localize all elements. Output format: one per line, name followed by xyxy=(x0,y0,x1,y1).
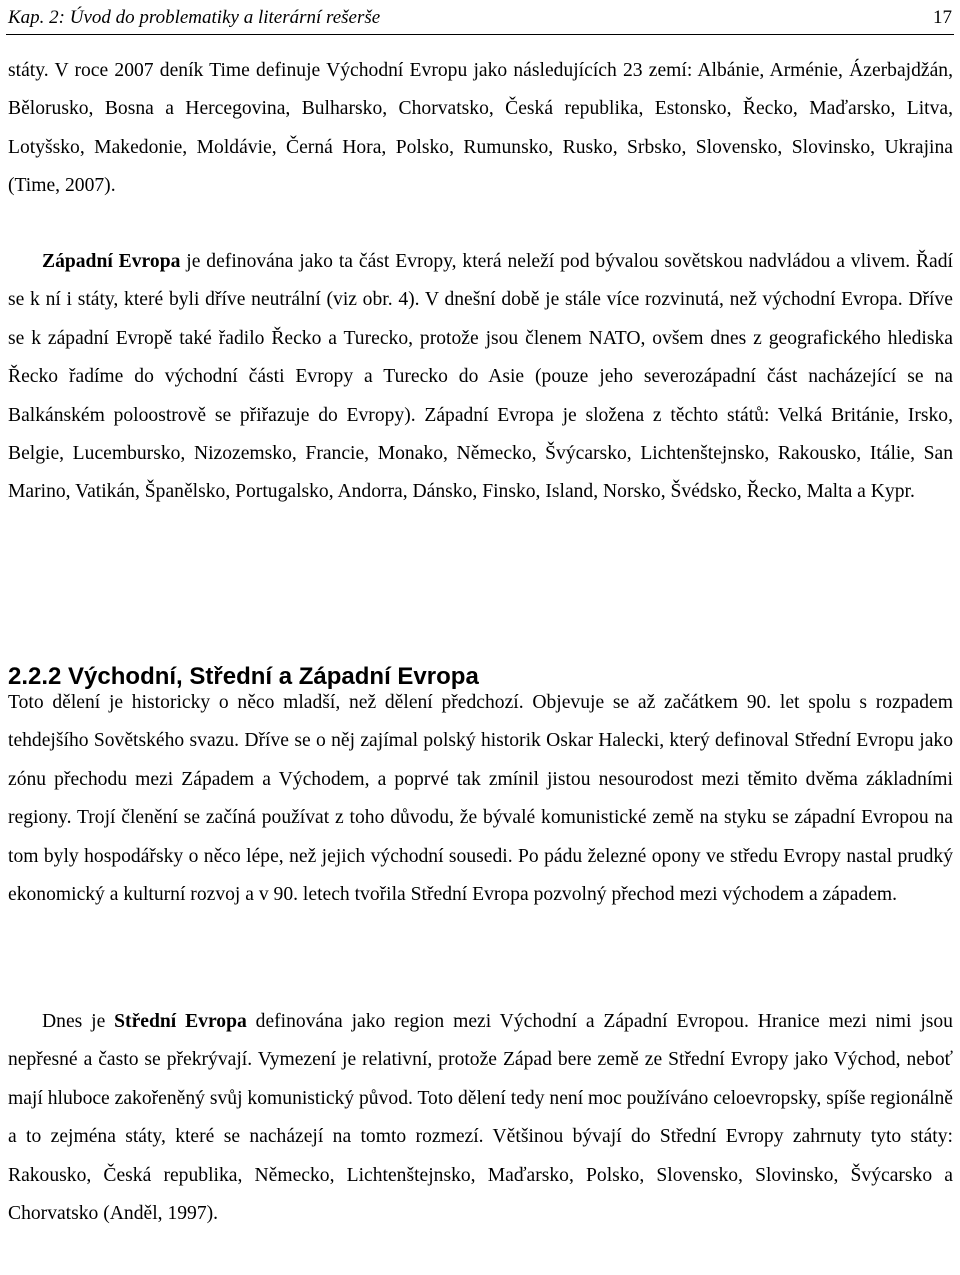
paragraph-text: definována jako region mezi Východní a Západní Evropou. Hranice mezi nimi jsou nepřesné a často se překrývají. Vymezení je relativní, protože Západ bere země ze Střední Evropy jako Východ, neboť mají hluboce zakořeněný svůj komunistický původ. Toto dělení tedy není moc používáno celoevropsky, spíše regionálně a to zejména státy, které se nacházejí na tomto rozmezí. Většinou bývají do Střední Evropy zahrnuty tyto státy: Rakousko, Česká republika, Německo, Lichtenštejnsko, Maďarsko, Polsko, Slovensko, Slovinsko, Švýcarsko a Chorvatsko (Anděl, 1997). xyxy=(8,1011,953,1225)
bold-term-central-europe: Střední Evropa xyxy=(114,1011,247,1032)
paragraph-text: Toto dělení je historicky o něco mladší, než dělení předchozí. Objevuje se až začátkem 90. let spolu s rozpadem tehdejšího Sovětského svazu. Dříve se o něj zajímal polský historik Oskar Halecki, který definoval Střední Evropu jako zónu přechodu mezi Západem a Východem, a poprvé tak zmínil jistou nesourodost mezi těmito dvěma základními regiony. Trojí členění se začíná používat z toho důvodu, že bývalé komunistické země na styku se západní Evropou na tom byly hospodářsky o něco lépe, než jejich východní sousedi. Po pádu železné opony ve středu Evropy nastal prudký ekonomický a kulturní rozvoj a v 90. letech tvořila Střední Evropa pozvolný přechod mezi východem a západem. xyxy=(8,692,953,906)
bold-term-western-europe: Západní Evropa xyxy=(42,251,181,272)
section-heading: 2.2.2 Východní, Střední a Západní Evropa xyxy=(8,663,479,690)
paragraph-central-europe xyxy=(8,1003,953,1233)
paragraph-text: je definována jako ta část Evropy, která neleží pod bývalou sovětskou nadvládou a vlivem. Řadí se k ní i státy, které byli dříve neutrální (viz obr. 4). V dnešní době je stále více rozvinutá, než východní Evropa. Dříve se k západní Evropě také řadilo Řecko a Turecko, protože jsou členem NATO, ovšem dnes z geografického hlediska Řecko řadíme do východní části Evropy a Turecko do Asie (pouze jeho severozápadní část nacházející se na Balkánském poloostrově se přiřazuje do Evropy). Západní Evropa je složena z těchto států: Velká Británie, Irsko, Belgie, Lucembursko, Nizozemsko, Francie, Monako, Německo, Švýcarsko, Lichtenštejnsko, Rakousko, Itálie, San Marino, Vatikán, Španělsko, Portugalsko, Andorra, Dánsko, Finsko, Island, Norsko, Švédsko, Řecko, Malta a Kypr. xyxy=(8,251,953,503)
paragraph-text: státy. V roce 2007 deník Time definuje Východní Evropu jako následujících 23 zemí: Albánie, Arménie, Ázerbajdžán, Bělorusko, Bosna a Hercegovina, Bulharsko, Chorvatsko, Česká republika, Estonsko, Řecko, Maďarsko, Litva, Lotyšsko, Makedonie, Moldávie, Černá Hora, Polsko, Rumunsko, Rusko, Srbsko, Slovensko, Slovinsko, Ukrajina (Time, 2007). xyxy=(8,60,953,197)
paragraph-western-europe xyxy=(8,243,953,512)
paragraph-eastern-europe-countries xyxy=(8,52,953,206)
page-header xyxy=(6,6,954,35)
paragraph-lead-text: Dnes je xyxy=(42,1011,115,1032)
chapter-title: Kap. 2: Úvod do problematiky a literární rešerše xyxy=(8,7,381,28)
page-number: 17 xyxy=(933,7,952,28)
paragraph-three-part-division xyxy=(8,684,953,914)
